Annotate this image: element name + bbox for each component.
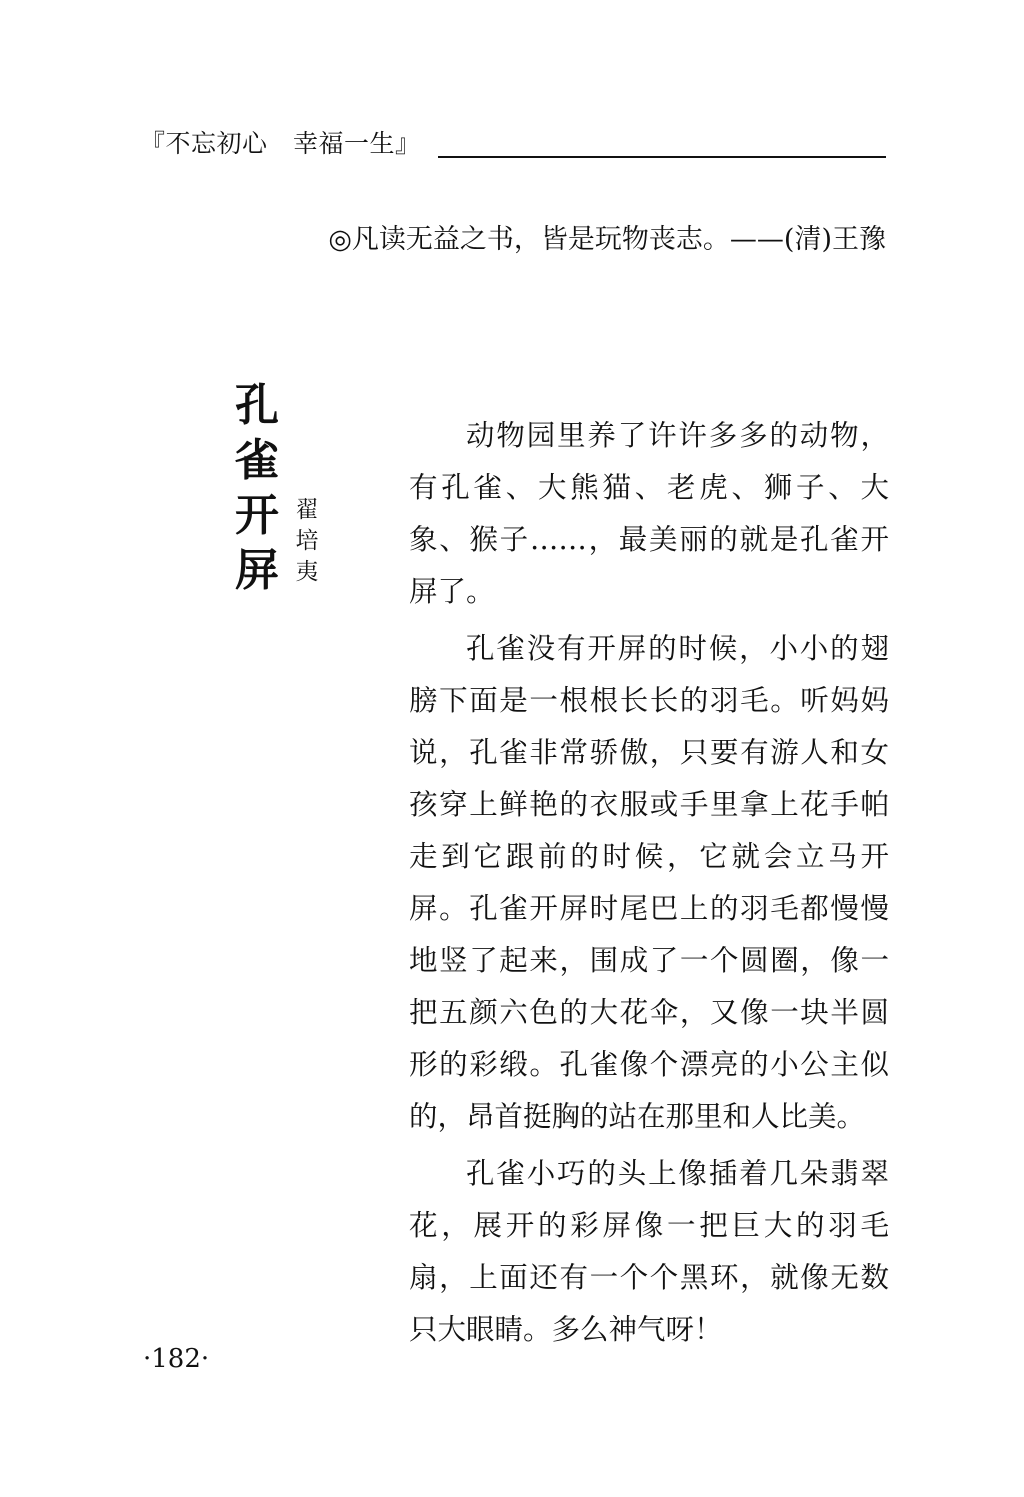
author-char: 夷 [295, 559, 319, 585]
title-char: 雀 [235, 435, 279, 486]
page-number: ·182· [143, 1344, 210, 1374]
article-body [409, 410, 889, 1356]
title-char: 孔 [235, 380, 279, 431]
header-rule [438, 156, 886, 158]
article-title [229, 378, 285, 598]
title-char: 屏 [235, 545, 279, 596]
running-header [140, 127, 886, 161]
author-char: 翟 [295, 497, 319, 523]
paragraph: 孔雀小巧的头上像插着几朵翡翠花，展开的彩屏像一把巨大的羽毛扇，上面还有一个个黑环，就像无数只大眼睛。多么神气呀！ [409, 1157, 889, 1346]
title-char: 开 [235, 490, 279, 541]
paragraph: 动物园里养了许许多多的动物，有孔雀、大熊猫、老虎、狮子、大象、猴子……，最美丽的就是孔雀开屏了。 [409, 419, 889, 608]
running-title: 『不忘初心 幸福一生』 [140, 129, 421, 158]
paragraph: 孔雀没有开屏的时候，小小的翅膀下面是一根根长长的羽毛。听妈妈说，孔雀非常骄傲，只要有游人和女孩穿上鲜艳的衣服或手里拿上花手帕走到它跟前的时候，它就会立马开屏。孔雀开屏时尾巴上的羽毛都慢慢地竖了起来，围成了一个圆圈，像一把五颜六色的大花伞，又像一块半圆形的彩缎。孔雀像个漂亮的小公主似的，昂首挺胸的站在那里和人比美。 [409, 632, 889, 1133]
epigraph-quote: ◎凡读无益之书，皆是玩物丧志。——(清)王豫 [328, 224, 886, 255]
author-char: 培 [295, 528, 319, 554]
article-author [292, 495, 322, 588]
